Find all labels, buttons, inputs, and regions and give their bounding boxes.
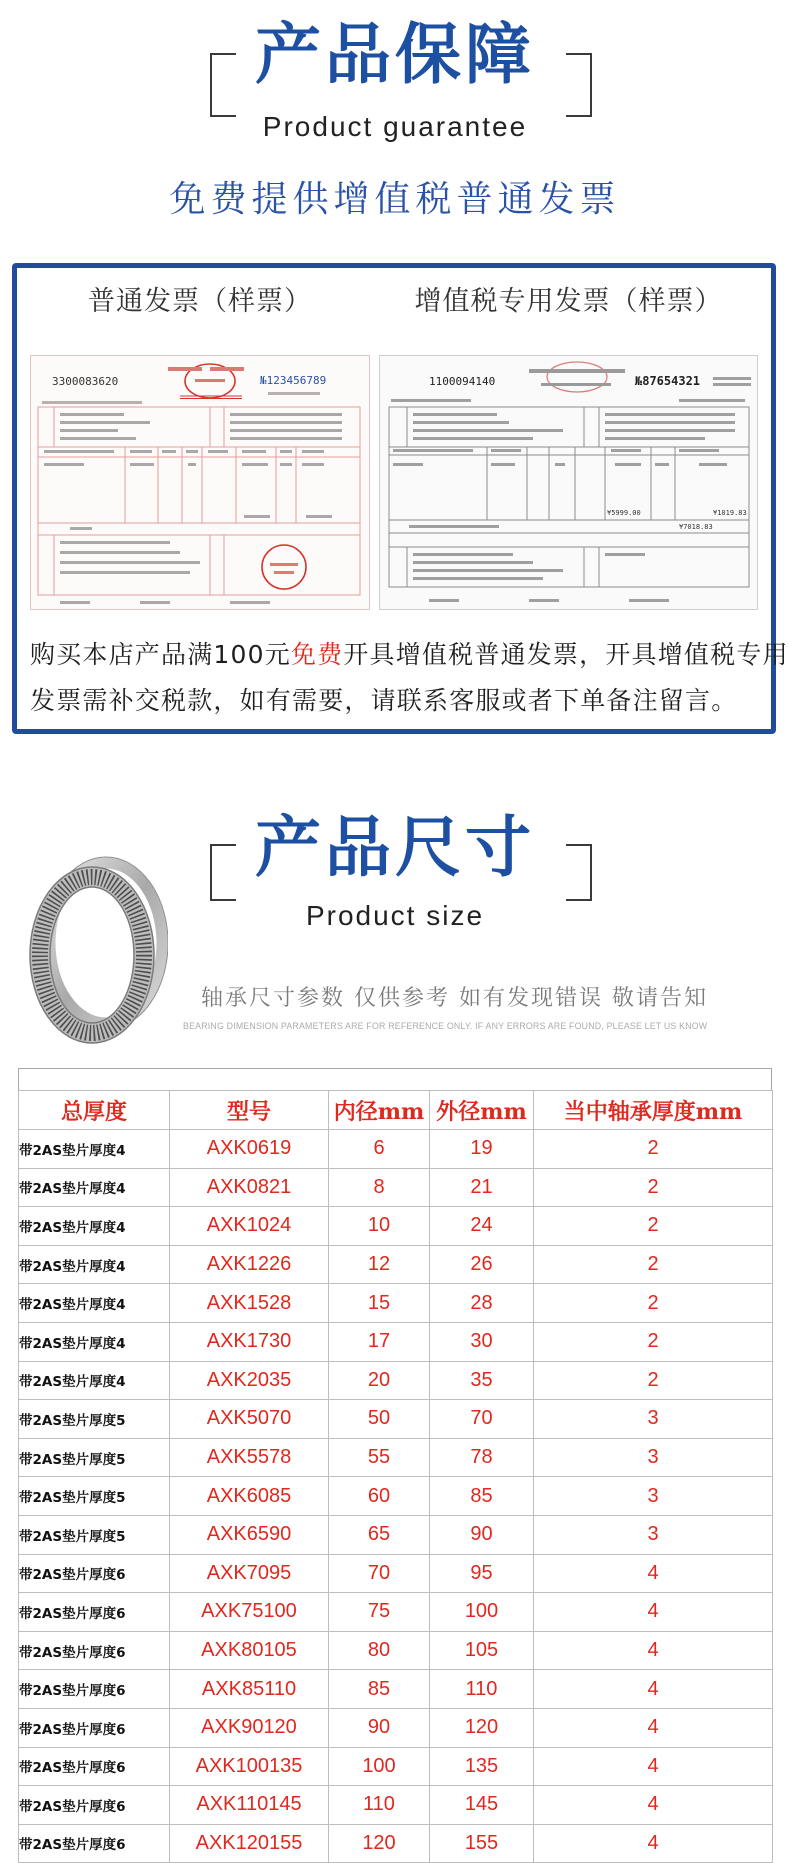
cell-outer-diameter: 19 — [430, 1130, 534, 1169]
cell-inner-diameter: 55 — [329, 1438, 430, 1477]
cell-bearing-thickness: 2 — [534, 1245, 773, 1284]
cell-inner-diameter: 60 — [329, 1477, 430, 1516]
cell-bearing-thickness: 3 — [534, 1400, 773, 1439]
table-row — [19, 1708, 773, 1747]
cell-total-thickness: 带2AS垫片厚度6 — [19, 1593, 170, 1632]
cell-total-thickness: 带2AS垫片厚度4 — [19, 1284, 170, 1323]
size-table — [18, 1090, 773, 1863]
cell-total-thickness: 带2AS垫片厚度4 — [19, 1130, 170, 1169]
note-text-after: 开具增值税普通发票，开具增值税专用 — [343, 640, 789, 669]
cell-outer-diameter: 78 — [430, 1438, 534, 1477]
header-total-thickness: 总厚度 — [19, 1091, 170, 1130]
cell-model: AXK100135 — [170, 1747, 329, 1786]
cell-inner-diameter: 17 — [329, 1322, 430, 1361]
cell-bearing-thickness: 4 — [534, 1824, 773, 1863]
cell-inner-diameter: 90 — [329, 1708, 430, 1747]
cell-model: AXK1528 — [170, 1284, 329, 1323]
ordinary-invoice-image — [30, 355, 370, 610]
cell-outer-diameter: 100 — [430, 1593, 534, 1632]
cell-inner-diameter: 70 — [329, 1554, 430, 1593]
size-title: 产品尺寸 — [255, 809, 535, 886]
note-text-before: 购买本店产品满100元 — [30, 640, 291, 669]
header-outer-diameter: 外径mm — [430, 1091, 534, 1130]
cell-outer-diameter: 90 — [430, 1515, 534, 1554]
invoice-right-tax: ¥1019.83 — [713, 509, 747, 517]
cell-total-thickness: 带2AS垫片厚度5 — [19, 1515, 170, 1554]
table-row — [19, 1631, 773, 1670]
table-row — [19, 1245, 773, 1284]
table-row — [19, 1207, 773, 1246]
size-subtitle-en: Product size — [305, 900, 485, 931]
cell-bearing-thickness: 3 — [534, 1515, 773, 1554]
cell-bearing-thickness: 4 — [534, 1593, 773, 1632]
invoice-note-line-2: 发票需补交税款，如有需要，请联系客服或者下单备注留言。 — [30, 686, 738, 715]
bearing-icon — [28, 855, 168, 1045]
table-row — [19, 1322, 773, 1361]
cell-total-thickness: 带2AS垫片厚度6 — [19, 1708, 170, 1747]
cell-model: AXK1226 — [170, 1245, 329, 1284]
cell-model: AXK75100 — [170, 1593, 329, 1632]
dimension-notice: 轴承尺寸参数 仅供参考 如有发现错误 敬请告知 — [201, 986, 708, 1011]
cell-inner-diameter: 80 — [329, 1631, 430, 1670]
cell-model: AXK2035 — [170, 1361, 329, 1400]
table-row — [19, 1361, 773, 1400]
cell-total-thickness: 带2AS垫片厚度4 — [19, 1245, 170, 1284]
table-row — [19, 1670, 773, 1709]
cell-total-thickness: 带2AS垫片厚度4 — [19, 1322, 170, 1361]
cell-inner-diameter: 50 — [329, 1400, 430, 1439]
cell-total-thickness: 带2AS垫片厚度5 — [19, 1438, 170, 1477]
invoice-right-amount: ¥5999.00 — [607, 509, 641, 517]
invoice-right-code: 1100094140 — [429, 375, 496, 388]
cell-outer-diameter: 110 — [430, 1670, 534, 1709]
cell-model: AXK120155 — [170, 1824, 329, 1863]
invoice-headline: 免费提供增值税普通发票 — [169, 179, 621, 220]
cell-bearing-thickness: 2 — [534, 1284, 773, 1323]
cell-model: AXK110145 — [170, 1786, 329, 1825]
table-row — [19, 1554, 773, 1593]
cell-inner-diameter: 75 — [329, 1593, 430, 1632]
size-table-body — [19, 1130, 773, 1863]
cell-total-thickness: 带2AS垫片厚度4 — [19, 1361, 170, 1400]
cell-inner-diameter: 120 — [329, 1824, 430, 1863]
cell-model: AXK0619 — [170, 1130, 329, 1169]
table-row — [19, 1284, 773, 1323]
cell-bearing-thickness: 4 — [534, 1554, 773, 1593]
invoice-right-label: 增值税专用发票（样票） — [414, 286, 723, 317]
cell-model: AXK0821 — [170, 1168, 329, 1207]
cell-outer-diameter: 145 — [430, 1786, 534, 1825]
cell-total-thickness: 带2AS垫片厚度6 — [19, 1554, 170, 1593]
cell-model: AXK6085 — [170, 1477, 329, 1516]
cell-inner-diameter: 65 — [329, 1515, 430, 1554]
header-bearing-thickness: 当中轴承厚度mm — [534, 1091, 773, 1130]
cell-model: AXK80105 — [170, 1631, 329, 1670]
table-row — [19, 1168, 773, 1207]
header-inner-diameter: 内径mm — [329, 1091, 430, 1130]
cell-outer-diameter: 21 — [430, 1168, 534, 1207]
invoice-left-label: 普通发票（样票） — [88, 286, 312, 317]
cell-bearing-thickness: 2 — [534, 1322, 773, 1361]
cell-total-thickness: 带2AS垫片厚度4 — [19, 1207, 170, 1246]
cell-bearing-thickness: 3 — [534, 1438, 773, 1477]
cell-outer-diameter: 120 — [430, 1708, 534, 1747]
cell-model: AXK6590 — [170, 1515, 329, 1554]
cell-bearing-thickness: 4 — [534, 1747, 773, 1786]
table-row — [19, 1400, 773, 1439]
cell-model: AXK5578 — [170, 1438, 329, 1477]
cell-total-thickness: 带2AS垫片厚度6 — [19, 1786, 170, 1825]
cell-total-thickness: 带2AS垫片厚度5 — [19, 1477, 170, 1516]
cell-model: AXK85110 — [170, 1670, 329, 1709]
table-row — [19, 1515, 773, 1554]
cell-bearing-thickness: 4 — [534, 1670, 773, 1709]
cell-bearing-thickness: 4 — [534, 1786, 773, 1825]
cell-model: AXK7095 — [170, 1554, 329, 1593]
cell-outer-diameter: 28 — [430, 1284, 534, 1323]
cell-bearing-thickness: 3 — [534, 1477, 773, 1516]
table-row — [19, 1747, 773, 1786]
table-row — [19, 1593, 773, 1632]
cell-inner-diameter: 6 — [329, 1130, 430, 1169]
cell-inner-diameter: 8 — [329, 1168, 430, 1207]
cell-total-thickness: 带2AS垫片厚度6 — [19, 1824, 170, 1863]
cell-bearing-thickness: 2 — [534, 1361, 773, 1400]
cell-total-thickness: 带2AS垫片厚度6 — [19, 1670, 170, 1709]
cell-inner-diameter: 110 — [329, 1786, 430, 1825]
cell-outer-diameter: 24 — [430, 1207, 534, 1246]
cell-outer-diameter: 30 — [430, 1322, 534, 1361]
invoice-note-line-1 — [30, 640, 789, 670]
table-row — [19, 1477, 773, 1516]
cell-model: AXK1730 — [170, 1322, 329, 1361]
cell-bearing-thickness: 2 — [534, 1207, 773, 1246]
cell-outer-diameter: 105 — [430, 1631, 534, 1670]
cell-bearing-thickness: 4 — [534, 1631, 773, 1670]
invoice-right-number: №87654321 — [635, 374, 701, 388]
dimension-notice-en: BEARING DIMENSION PARAMETERS ARE FOR REFERENCE ONLY. IF ANY ERRORS ARE FOUND, PLEASE LET US KNOW — [183, 1021, 708, 1031]
table-header-row — [19, 1091, 773, 1130]
note-free-highlight: 免费 — [290, 640, 344, 669]
cell-outer-diameter: 70 — [430, 1400, 534, 1439]
table-row — [19, 1786, 773, 1825]
cell-model: AXK5070 — [170, 1400, 329, 1439]
guarantee-subtitle-en: Product guarantee — [262, 111, 528, 142]
table-row — [19, 1438, 773, 1477]
cell-total-thickness: 带2AS垫片厚度6 — [19, 1747, 170, 1786]
vat-invoice-image — [379, 355, 758, 610]
cell-total-thickness: 带2AS垫片厚度6 — [19, 1631, 170, 1670]
table-row — [19, 1824, 773, 1863]
cell-model: AXK90120 — [170, 1708, 329, 1747]
cell-bearing-thickness: 4 — [534, 1708, 773, 1747]
cell-inner-diameter: 20 — [329, 1361, 430, 1400]
cell-bearing-thickness: 2 — [534, 1130, 773, 1169]
bearing-image — [28, 855, 168, 1045]
invoice-right-total: ¥7018.83 — [679, 523, 713, 531]
cell-bearing-thickness: 2 — [534, 1168, 773, 1207]
cell-model: AXK1024 — [170, 1207, 329, 1246]
cell-inner-diameter: 85 — [329, 1670, 430, 1709]
ordinary-invoice-sample — [30, 355, 370, 610]
cell-outer-diameter: 26 — [430, 1245, 534, 1284]
cell-outer-diameter: 155 — [430, 1824, 534, 1863]
cell-outer-diameter: 85 — [430, 1477, 534, 1516]
size-table-top — [18, 1068, 772, 1090]
cell-inner-diameter: 15 — [329, 1284, 430, 1323]
cell-outer-diameter: 135 — [430, 1747, 534, 1786]
cell-outer-diameter: 95 — [430, 1554, 534, 1593]
cell-total-thickness: 带2AS垫片厚度5 — [19, 1400, 170, 1439]
cell-inner-diameter: 10 — [329, 1207, 430, 1246]
table-row — [19, 1130, 773, 1169]
invoice-left-code: 3300083620 — [52, 375, 119, 388]
cell-outer-diameter: 35 — [430, 1361, 534, 1400]
invoice-left-number: №123456789 — [260, 374, 327, 387]
vat-invoice-sample — [379, 355, 758, 610]
cell-inner-diameter: 12 — [329, 1245, 430, 1284]
cell-inner-diameter: 100 — [329, 1747, 430, 1786]
cell-total-thickness: 带2AS垫片厚度4 — [19, 1168, 170, 1207]
guarantee-title: 产品保障 — [255, 16, 535, 93]
header-model: 型号 — [170, 1091, 329, 1130]
